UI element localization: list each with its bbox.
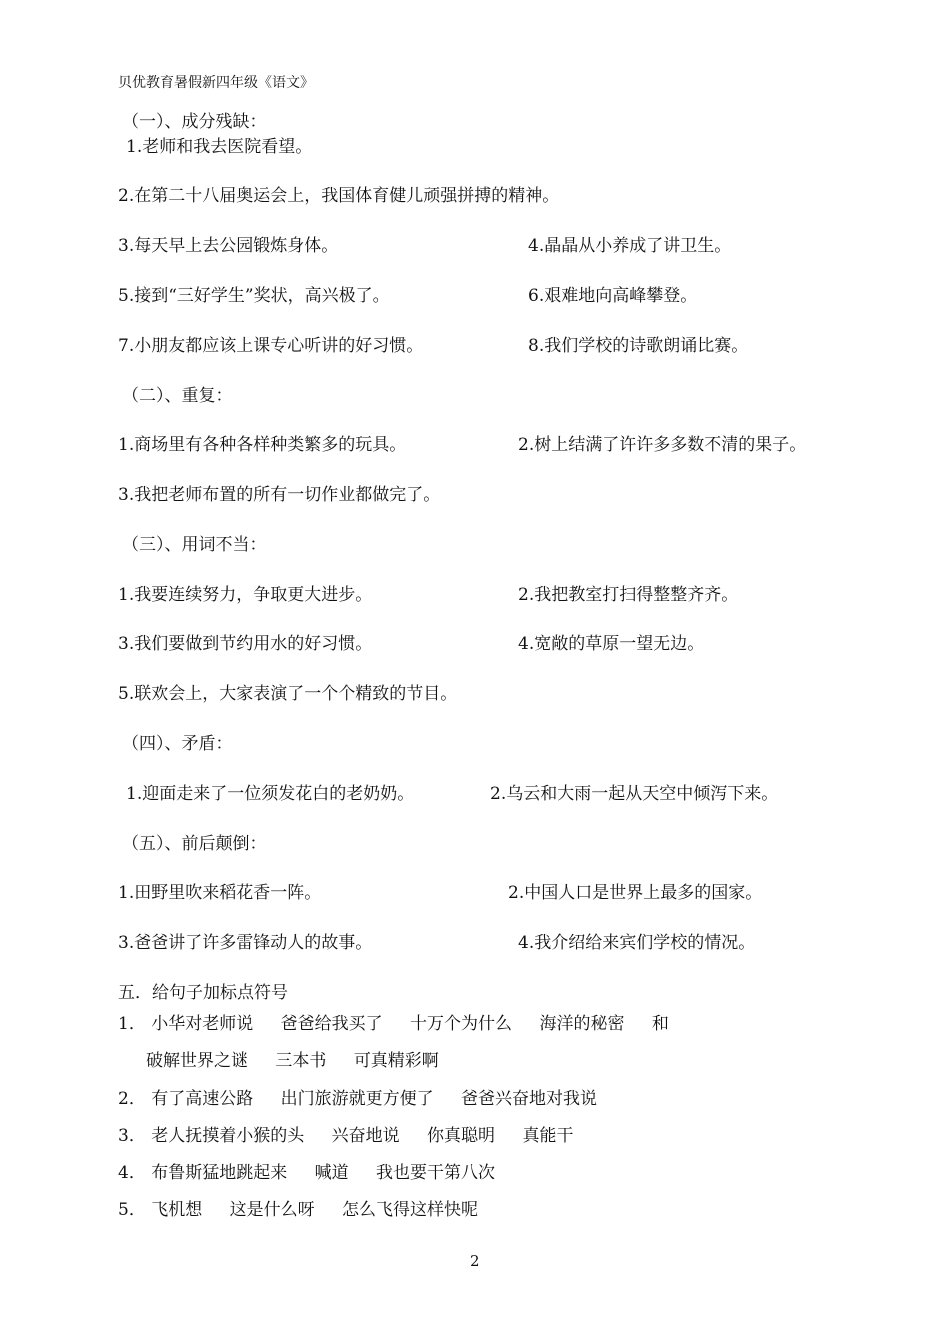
punctuation-question-5 xyxy=(118,1200,478,1220)
question-number: 5． xyxy=(118,1200,146,1220)
exercise-item: 2.中国人口是世界上最多的国家。 xyxy=(508,883,763,903)
phrase: 有了高速公路 xyxy=(151,1089,254,1109)
exercise-item: 4.我介绍给来宾们学校的情况。 xyxy=(518,933,756,953)
phrase: 小华对老师说 xyxy=(151,1014,254,1034)
punctuation-question-3 xyxy=(118,1126,573,1146)
phrase: 老人抚摸着小猴的头 xyxy=(151,1126,305,1146)
exercise-item: 1.田野里吹来稻花香一阵。 xyxy=(118,883,322,903)
punctuation-question-1 xyxy=(118,1014,669,1034)
exercise-item: 5.联欢会上，大家表演了一个个精致的节目。 xyxy=(118,684,458,704)
phrase: 爸爸给我买了 xyxy=(280,1014,383,1034)
question-number: 1． xyxy=(118,1014,146,1034)
phrase: 布鲁斯猛地跳起来 xyxy=(151,1163,288,1183)
phrase: 十万个为什么 xyxy=(410,1014,513,1034)
phrase: 飞机想 xyxy=(151,1200,203,1220)
phrase: 你真聪明 xyxy=(427,1126,496,1146)
phrase: 爸爸兴奋地对我说 xyxy=(461,1089,598,1109)
exercise-item: 3.每天早上去公园锻炼身体。 xyxy=(118,236,339,256)
section-title-wrong-words: （三）、用词不当： xyxy=(122,535,267,555)
exercise-item: 1.商场里有各种各样种类繁多的玩具。 xyxy=(118,435,407,455)
section-title-contradiction: （四）、矛盾： xyxy=(122,734,233,754)
punctuation-title: 五．给句子加标点符号 xyxy=(118,983,288,1003)
exercise-item: 5.接到“三好学生”奖状，高兴极了。 xyxy=(118,286,390,306)
phrase: 破解世界之谜 xyxy=(146,1051,248,1071)
phrase: 兴奋地说 xyxy=(331,1126,400,1146)
exercise-item: 2.我把教室打扫得整整齐齐。 xyxy=(518,585,739,605)
exercise-item: 3.我把老师布置的所有一切作业都做完了。 xyxy=(118,485,441,505)
exercise-item: 3.爸爸讲了许多雷锋动人的故事。 xyxy=(118,933,373,953)
exercise-item: 1.迎面走来了一位须发花白的老奶奶。 xyxy=(126,784,415,804)
exercise-item: 4.晶晶从小养成了讲卫生。 xyxy=(528,236,732,256)
page-number: 2 xyxy=(470,1252,480,1270)
page-header: 贝优教育暑假新四年级《语文》 xyxy=(118,75,314,91)
exercise-item: 6.艰难地向高峰攀登。 xyxy=(528,286,698,306)
phrase: 三本书 xyxy=(275,1051,327,1071)
exercise-item: 8.我们学校的诗歌朗诵比赛。 xyxy=(528,336,749,356)
phrase: 可真精彩啊 xyxy=(353,1051,439,1071)
exercise-item: 1.老师和我去医院看望。 xyxy=(126,137,313,157)
exercise-item: 1.我要连续努力，争取更大进步。 xyxy=(118,585,373,605)
phrase: 海洋的秘密 xyxy=(539,1014,625,1034)
punctuation-question-4 xyxy=(118,1163,495,1183)
section-title-word-order: （五）、前后颠倒： xyxy=(122,834,267,854)
phrase: 真能干 xyxy=(522,1126,574,1146)
question-number: 4． xyxy=(118,1163,146,1183)
exercise-item: 2.在第二十八届奥运会上，我国体育健儿顽强拼搏的精神。 xyxy=(118,186,560,206)
exercise-item: 2.树上结满了许许多多数不清的果子。 xyxy=(518,435,807,455)
punctuation-question-2 xyxy=(118,1089,597,1109)
phrase: 怎么飞得这样快呢 xyxy=(342,1200,479,1220)
phrase: 这是什么呀 xyxy=(229,1200,315,1220)
phrase: 出门旅游就更方便了 xyxy=(280,1089,434,1109)
phrase: 喊道 xyxy=(314,1163,349,1183)
question-number: 3． xyxy=(118,1126,146,1146)
exercise-item: 3.我们要做到节约用水的好习惯。 xyxy=(118,634,373,654)
question-number: 2． xyxy=(118,1089,146,1109)
phrase: 和 xyxy=(651,1014,669,1034)
phrase: 我也要干第八次 xyxy=(376,1163,496,1183)
punctuation-question-1-cont xyxy=(146,1051,439,1071)
exercise-item: 2.乌云和大雨一起从天空中倾泻下来。 xyxy=(490,784,779,804)
exercise-item: 7.小朋友都应该上课专心听讲的好习惯。 xyxy=(118,336,424,356)
exercise-item: 4.宽敞的草原一望无边。 xyxy=(518,634,705,654)
section-title-repetition: （二）、重复： xyxy=(122,386,233,406)
section-title-incomplete: （一）、成分残缺： xyxy=(122,112,267,132)
